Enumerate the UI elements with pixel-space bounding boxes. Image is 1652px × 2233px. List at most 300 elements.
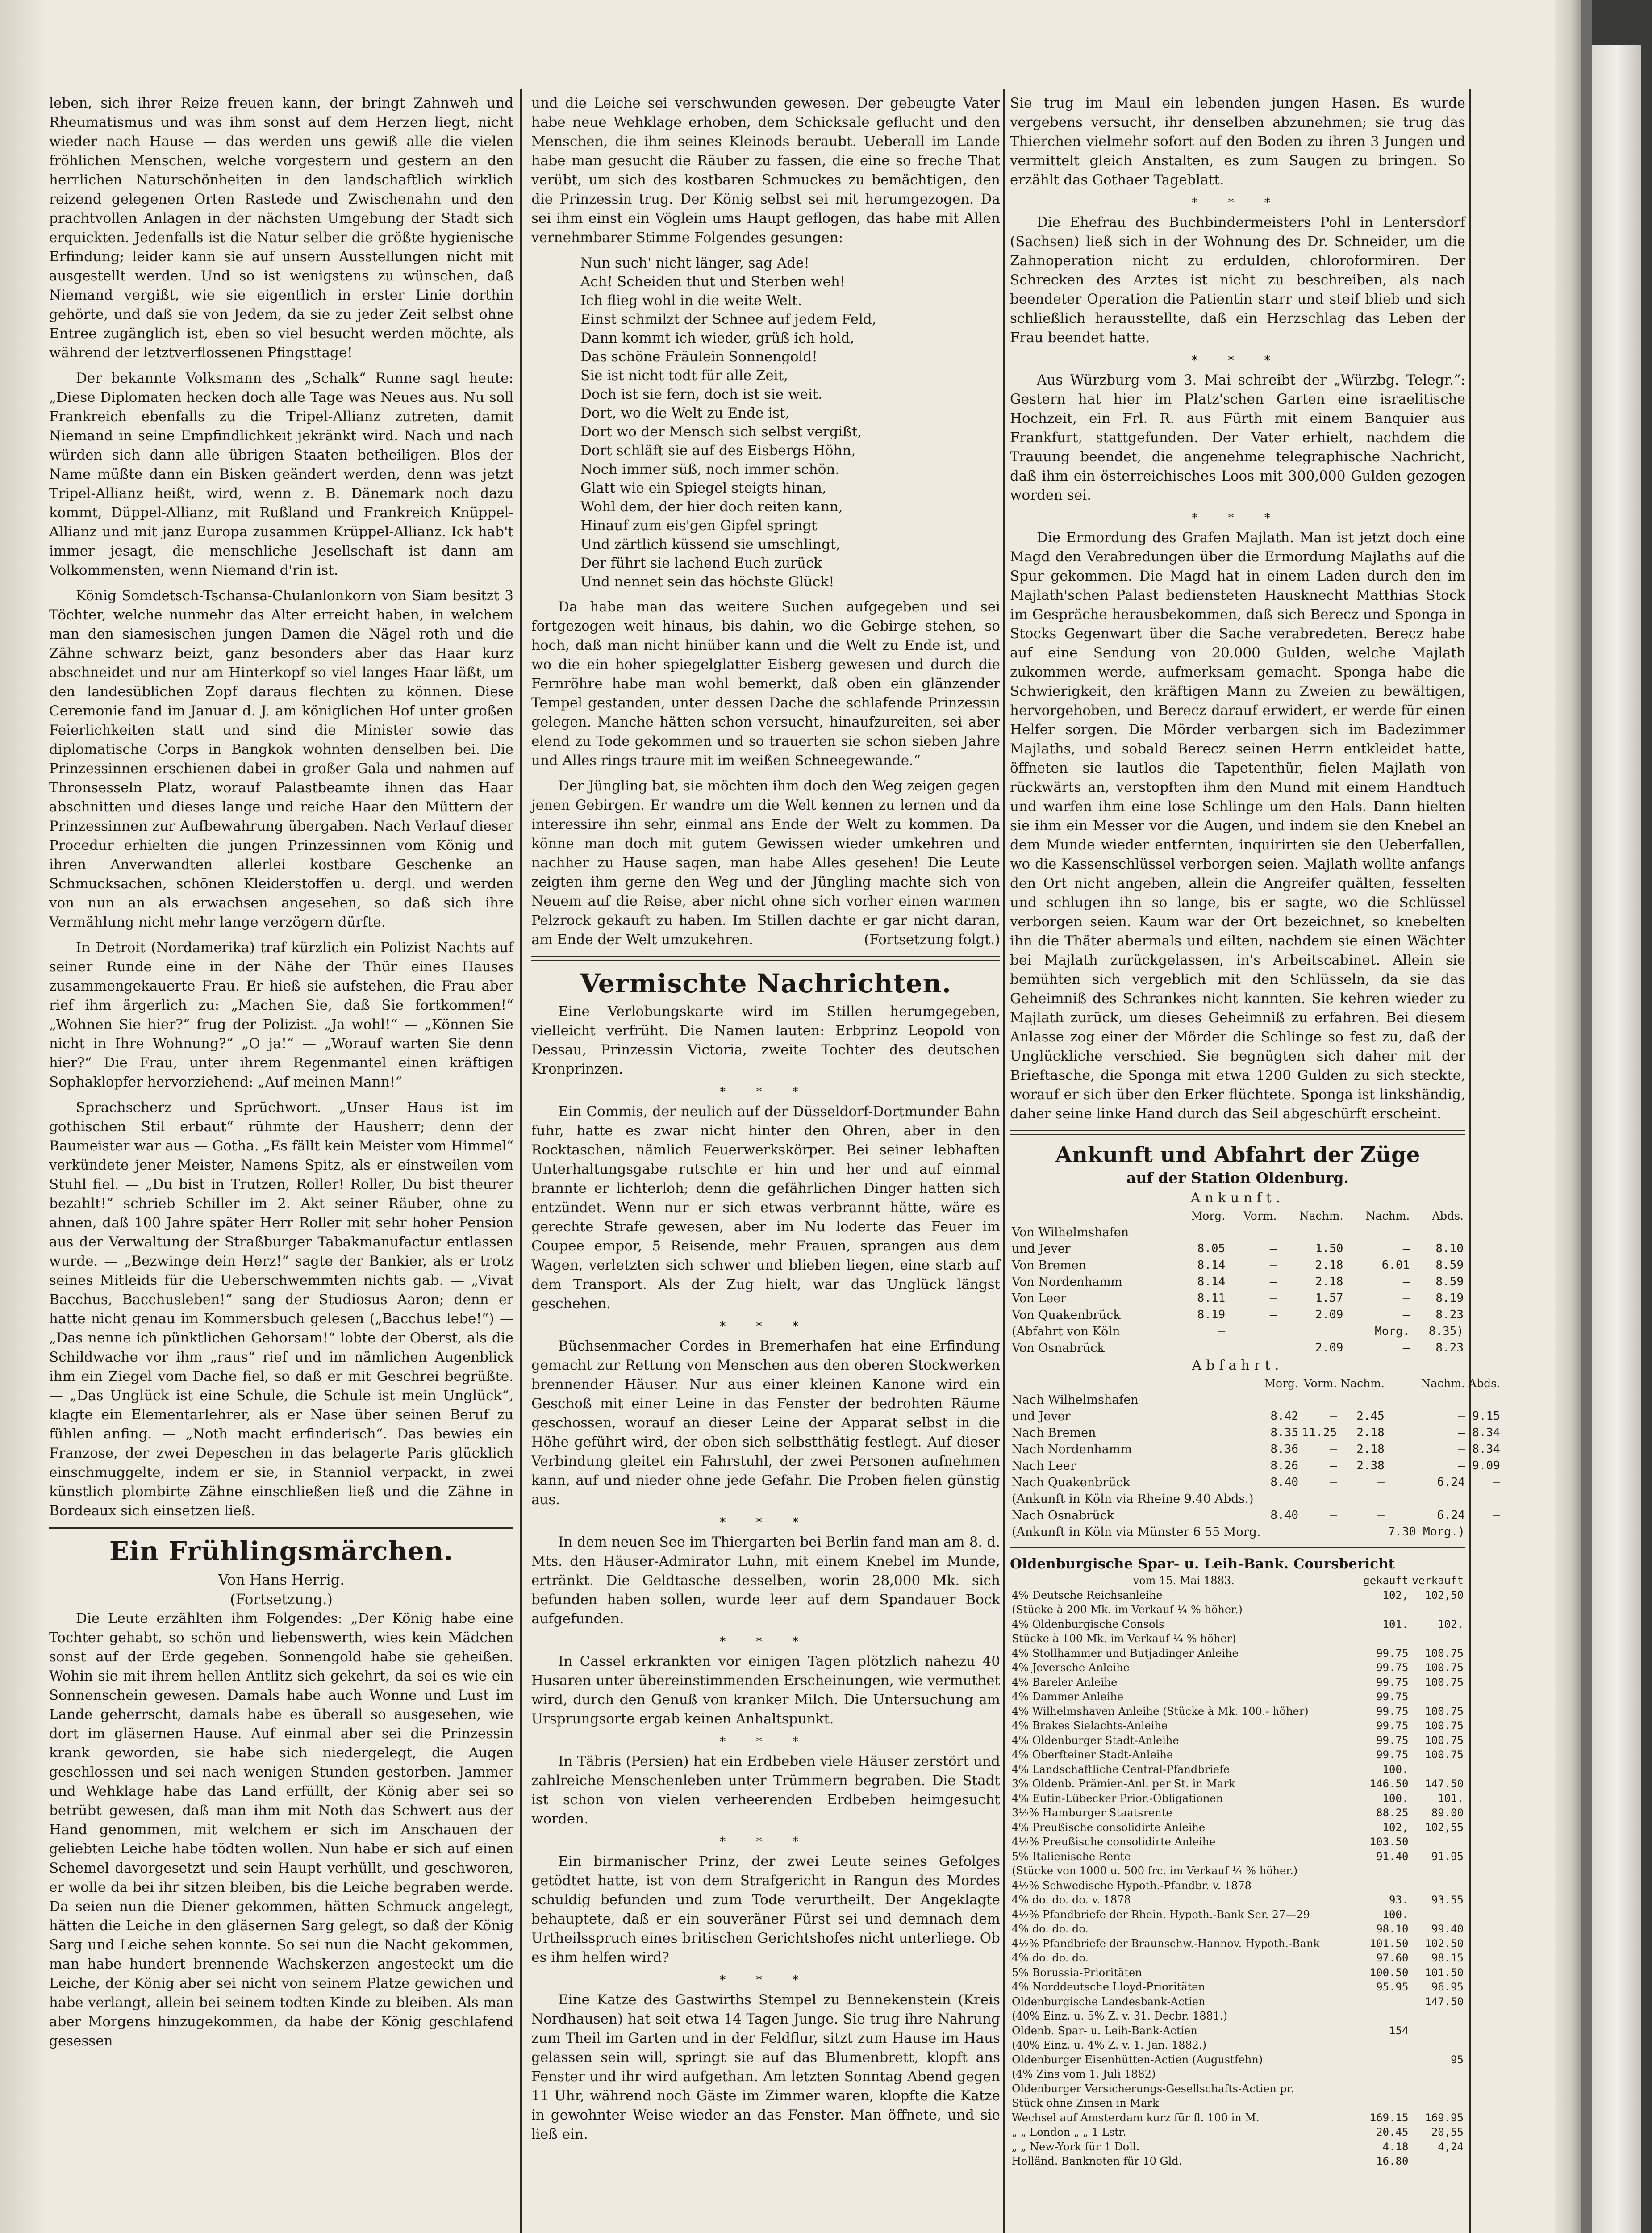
station-label: Nach Nordenhamm (1012, 1443, 1132, 1456)
timetable-row (1010, 1491, 1502, 1507)
sell-price (1410, 1878, 1465, 1893)
time-cell: — (1330, 1443, 1337, 1456)
security-name: 4% Eutin-Lübecker Prior.-Obligationen (1012, 1792, 1223, 1805)
time-cell: — (1377, 1476, 1385, 1489)
time-cell: — (1402, 1292, 1410, 1305)
bank-header-row (1010, 1573, 1465, 1588)
bank-row (1010, 1689, 1465, 1704)
news-item: In Täbris (Persien) hat ein Erdbeben viele Häuser zerstört und zahlreiche Menschenleben unter Trümmern begraben. Die Stadt ist schon von vielen verheerenden Erdbeben heimgesucht worden. (531, 1753, 1000, 1827)
buy-price: 99.75 (1376, 1661, 1409, 1674)
column-header: Morg. (1264, 1377, 1299, 1390)
article-paragraph: Sprachscherz und Sprüchwort. „Unser Haus ist im gothischen Stil erbaut“ rühmte der Hausherr; denn der Baumeister war aus — Gotha. „Es fällt kein Meister vom Himmel“ verkündete jener Meister, Namens Spitz, als er einstweilen vom Stuhl fiel. — „Du bist in Trutzen, Roller! Roller, Du bist theurer bezahlt!“ schrieb Schiller im 2. Akt seiner Räuber, ohne zu ahnen, daß 100 Jahre später Herr Roller mit sehr hoher Pension aus der Verwaltung der Straßburger Tabakmanufactur entlassen wurde. — „Bezwinge dein Herz!“ sagte der Bankier, als er trotz seines Mitleids für die Ueberschwemmten nichts gab. — „Vivat Bacchus, Bacchusleben!“ sang der Studiosus Aaron; denn er hatte nicht genau im Kommersbuch gelesen („Bacchus lebe!“) — „Das nenne ich pünktlichen Gehorsam!“ lobte der Oberst, als die Schildwache vor ihm „raus“ rief und im nämlichen Augenblick ihm ein Ziegel vom Dache fiel, so daß er mit Geschrei begrüßte. — „Das Unglück ist eine Schule, die Schule ist mein Unglück“, klagte ein Elementarlehrer, als er Nase über seinen Beruf zu fühlen anfing. — „Noth macht erfinderisch“. Das bewies ein Franzose, der zwei Depeschen in das belagerte Paris glücklich einschmuggelte, indem er sie, in Stanniol verpackt, in zwei künstlich plombirte Zähne einschließen ließ und die Zähne in Bordeaux sich einsetzen ließ. (49, 1100, 513, 1519)
sell-price (1410, 2154, 1465, 2169)
bank-row (1010, 2009, 1465, 2024)
buy-price: 99.75 (1376, 1748, 1409, 1761)
bank-row (1010, 1820, 1465, 1835)
time-cell: — (1330, 1409, 1337, 1423)
column-header: verkauft (1412, 1574, 1464, 1587)
security-name: 4% Dammer Anleihe (1012, 1690, 1124, 1703)
bank-row (1010, 1617, 1465, 1632)
security-name: Stücke à 100 Mk. im Verkauf ¼ % höher) (1012, 1632, 1236, 1645)
poem-line: Dort schläft sie auf des Eisbergs Höhn, (580, 443, 856, 459)
time-cell: — (1402, 1341, 1410, 1355)
section-divider (1010, 1130, 1465, 1135)
column-rule (520, 89, 522, 2233)
buy-price (1357, 2067, 1410, 2082)
time-cell: 2.09 (1315, 1341, 1343, 1355)
article-paragraph: König Somdetsch-Tschansa-Chulanlonkorn von Siam besitzt 3 Töchter, welche nunmehr das Alter erreicht haben, in welchem man den siamesischen jungen Damen die Nägel roth und die Zähne schwarz beizt, ganz besonders aber das Haar kurz abschneidet und nur am Hinterkopf so viel langes Haar läßt, um den landesüblichen Zopf daraus flechten zu können. Diese Ceremonie fand im Januar d. J. am königlichen Hof unter großen Feierlichkeiten statt und sind die Minister sowie das diplomatische Corps in Bangkok wohnten denselben bei. Die Prinzessinnen erschienen dabei in großer Gala und nahmen auf Thronsesseln Platz, worauf Palastbeamte ihnen das Haar abschnitten und dieses lange und reiche Haar den Müttern der Prinzessinnen zur Aufbewahrung übergaben. Nach Verlauf dieser Procedur erhielten die jungen Prinzessinnen vom König und ihren Anverwandten allerlei kostbare Geschenke an Schmucksachen, schönen Kleiderstoffen u. dergl. und werden von nun an als erwachsen angesehen, so daß sich ihre Vermählung nicht mehr lange verzögern dürfte. (49, 588, 513, 930)
security-name: 4% Deutsche Reichsanleihe (1012, 1589, 1163, 1602)
time-cell (1467, 1392, 1502, 1408)
asterism: * * * (720, 1085, 812, 1099)
column-rule (1469, 89, 1471, 2233)
buy-price: 4.18 (1382, 2140, 1409, 2153)
time-cell: — (1458, 1459, 1465, 1472)
sell-price: 89.00 (1431, 1806, 1464, 1819)
poem-line: Glatt wie ein Spiegel steigts hinan, (580, 480, 826, 496)
sell-price: 101.50 (1425, 1966, 1464, 1979)
security-name: Holländ. Banknoten für 10 Gld. (1012, 2155, 1182, 2167)
bank-row (1010, 1951, 1465, 1965)
sell-price (1410, 2067, 1465, 2082)
time-cell: 6.24 (1437, 1509, 1465, 1522)
timetable-header-row (1010, 1375, 1502, 1392)
section-title: Vermischte Nachrichten. (580, 968, 951, 999)
station-label: Nach Bremen (1012, 1426, 1096, 1440)
time-cell: — (1330, 1459, 1337, 1472)
time-cell: 8.42 (1270, 1409, 1299, 1423)
buy-price (1357, 1995, 1410, 2009)
security-name: 4% Oberfteiner Stadt-Anleihe (1012, 1748, 1173, 1761)
security-name: 4½% Schwedische Hypoth.-Pfandbr. v. 1878 (1012, 1879, 1252, 1892)
time-cell (1386, 1491, 1467, 1507)
buy-price: 98.10 (1376, 1923, 1409, 1935)
time-cell (1467, 1524, 1502, 1540)
bank-row (1010, 1704, 1465, 1719)
asterism: * * * (720, 1735, 812, 1748)
sell-price (1410, 2009, 1465, 2024)
asterism: * * * (720, 1320, 812, 1333)
station-label: Von Quakenbrück (1012, 1308, 1121, 1322)
sell-price (1410, 1762, 1465, 1777)
time-cell (1411, 1224, 1465, 1241)
time-cell: 8.14 (1197, 1259, 1226, 1272)
binding-gutter (0, 0, 47, 2233)
security-name: 4% Stollhammer und Butjadinger Anleihe (1012, 1647, 1239, 1660)
column-header: gekauft (1363, 1574, 1409, 1587)
continuation-note: (Fortsetzung folgt.) (864, 932, 1000, 948)
timetable-row (1010, 1408, 1502, 1425)
time-cell: — (1493, 1509, 1500, 1522)
buy-price (1357, 2096, 1410, 2111)
sell-price: 102. (1438, 1618, 1464, 1631)
poem-line: Dort wo der Mensch sich selbst vergißt, (580, 424, 862, 440)
bank-row (1010, 1675, 1465, 1690)
poem-line: Ach! Scheiden thut und Sterben weh! (580, 274, 846, 290)
bank-row (1010, 1980, 1465, 1995)
timetable-row (1010, 1392, 1502, 1408)
departures-table (1010, 1375, 1502, 1540)
asterism: * * * (1192, 511, 1284, 525)
time-cell: 8.23 (1435, 1341, 1464, 1355)
station-label: Nach Wilhelmshafen (1012, 1393, 1139, 1407)
bank-row (1010, 1864, 1465, 1878)
section-divider (49, 1527, 513, 1529)
buy-price: 99.75 (1376, 1676, 1409, 1689)
buy-price: 102, (1382, 1821, 1409, 1834)
security-name: Oldenburger Eisenhütten-Actien (Augustfehn) (1012, 2053, 1263, 2066)
time-cell: 8.35 (1270, 1426, 1299, 1439)
security-name: 4% Oldenburgische Consols (1012, 1618, 1164, 1631)
time-cell: 2.18 (1356, 1443, 1385, 1456)
bank-report-date: vom 15. Mai 1883. (1133, 1574, 1235, 1587)
sell-price: 4,24 (1438, 2140, 1464, 2153)
buy-price: 146.50 (1369, 1777, 1409, 1790)
bank-row (1010, 1748, 1465, 1762)
buy-price: 99.75 (1376, 1719, 1409, 1732)
poem-line: Das schöne Fräulein Sonnengold! (580, 349, 818, 365)
time-cell: Morg. (1375, 1325, 1410, 1338)
buy-price: 99.75 (1376, 1690, 1409, 1703)
time-cell (1467, 1491, 1502, 1507)
buy-price: 169.15 (1369, 2111, 1409, 2124)
security-name: 4% Jeversche Anleihe (1012, 1661, 1130, 1674)
poem-line: Sie ist nicht todt für alle Zeit, (580, 368, 788, 384)
section-divider (1010, 1547, 1465, 1548)
bank-row (1010, 1646, 1465, 1661)
poem-line: Ich flieg wohl in die weite Welt. (580, 293, 802, 309)
sell-price: 100.75 (1425, 1719, 1464, 1732)
security-name: Wechsel auf Amsterdam kurz für fl. 100 in M. (1012, 2111, 1260, 2124)
bank-row (1010, 1762, 1465, 1777)
sell-price: 96.95 (1431, 1981, 1464, 1993)
time-cell: 11.25 (1302, 1426, 1337, 1439)
buy-price: 20.45 (1376, 2126, 1409, 2138)
security-name: (40% Einz. u. 5% Z. v. 31. Decbr. 1881.) (1012, 2010, 1227, 2022)
buy-price: 91.40 (1376, 1850, 1409, 1863)
security-name: Oldenburger Versicherungs-Gesellschafts-Actien pr. (1012, 2082, 1294, 2095)
column-header: Nachm. (1421, 1377, 1465, 1390)
station-label: Nach Osnabrück (1012, 1509, 1114, 1522)
buy-price: 88.25 (1376, 1806, 1409, 1819)
station-label: Von Leer (1012, 1292, 1067, 1305)
security-name: 3½% Hamburger Staatsrente (1012, 1806, 1172, 1819)
article-text: Der Jüngling bat, sie möchten ihm doch den Weg zeigen gegen jenen Gebirgen. Er wandre um die Welt kennen zu lernen und da interessire ihn sehr, einmal ans Ende der Welt zu kommen. Da könne man doch mit gutem Gewissen wieder umkehren und nachher zu Hause sagen, man habe Alles gesehen! Die Leute zeigten ihm gerne den Weg und der Jüngling machte sich von Neuem auf die Reise, aber nicht ohne sich vorher einen warmen Pelzrock gekauft zu haben. Im Stillen dachte er gar nicht daran, am Ende der Welt umzukehren. (531, 778, 1000, 948)
time-cell: 8.19 (1435, 1292, 1464, 1305)
column-header: Nachm. (1299, 1209, 1343, 1222)
poem-line: Der führt sie lachend Euch zurück (580, 555, 822, 571)
security-name: (4% Zins vom 1. Juli 1882) (1012, 2068, 1156, 2080)
time-cell: — (1269, 1308, 1277, 1321)
section-divider (531, 956, 1000, 961)
time-cell: 8.05 (1197, 1242, 1226, 1255)
article-paragraph (531, 777, 1000, 949)
station-label: Nach Leer (1012, 1459, 1076, 1473)
column-header: Nachm. (1365, 1209, 1410, 1222)
poem-line: Dann kommt ich wieder, grüß ich hold, (580, 330, 855, 346)
sell-price: 98.15 (1431, 1952, 1464, 1964)
news-item: Büchsenmacher Cordes in Bremerhafen hat eine Erfindung gemacht zur Rettung von Menschen aus den oberen Stockwerken brennender Häuser. Nur aus einer kleinen Kanone wird ein Geschoß mit einer Leine in das Fenster der bedrohten Räume geschossen, worauf an dieser Leine der Apparat selbst in die Höhe geführt wird, der oben sich selbstthätig festlegt. Auf dieser Verbindung gleitet ein Fahrstuhl, der zwei Personen aufnehmen kann, auf und nieder ohne jede Gefahr. Die Proben fielen günstig aus. (531, 1338, 1000, 1508)
time-cell: — (1218, 1325, 1226, 1338)
timetable-row (1010, 1507, 1502, 1524)
header-spacer (1010, 1375, 1262, 1392)
bank-row (1010, 1922, 1465, 1936)
security-name: 4% do. do. do. (1012, 1923, 1089, 1935)
time-cell: 6.24 (1437, 1476, 1465, 1489)
time-cell (1278, 1323, 1345, 1340)
bank-row (1010, 2053, 1465, 2067)
buy-price: 99.75 (1376, 1705, 1409, 1718)
bank-row (1010, 2067, 1465, 2082)
bank-report-title: Oldenburgische Spar- u. Leih-Bank. Coursbericht (1010, 1556, 1395, 1572)
bank-row (1010, 1602, 1465, 1617)
time-cell: — (1458, 1409, 1465, 1423)
bank-row (1010, 2082, 1465, 2096)
timetable-row (1010, 1257, 1465, 1274)
security-name: (Stücke von 1000 u. 500 frc. im Verkauf ¼ % höher.) (1012, 1865, 1298, 1877)
buy-price: 100. (1382, 1763, 1409, 1776)
buy-price (1357, 2009, 1410, 2024)
time-cell (1339, 1491, 1386, 1507)
buy-price: 103.50 (1369, 1836, 1409, 1848)
timetable-row (1010, 1474, 1502, 1491)
time-cell: 8.34 (1472, 1443, 1500, 1456)
article-paragraph: In Detroit (Nordamerika) traf kürzlich ein Polizist Nachts auf seiner Runde eine in der Nähe der Thür eines Hauses zusammengekauerte Frau. Er hieß sie aufstehen, die Frau aber rief ihm ärgerlich zu: „Machen Sie, daß Sie fortkommen!“ „Wohnen Sie hier?“ frug der Polizist. „Ja wohl!“ — „Können Sie nicht in Ihre Wohnung?“ „O ja!“ — „Worauf warten Sie denn hier?“ Die Frau, unter ihrem Regenmantel einen kräftigen Sophaklopfer hervorziehend: „Auf meinen Mann!“ (49, 940, 513, 1090)
station-label: (Abfahrt von Köln (1012, 1325, 1120, 1338)
article-paragraph: leben, sich ihrer Reize freuen kann, der bringt Zahnweh und Rheumatismus und was ihm sonst auf dem Herzen liegt, nicht wieder nach Hause — das werden uns gewiß alle die vielen fröhlichen Menschen, welche vorgestern und gestern an den herrlichen Naturschönheiten in den landschaftlich wirklich reizend gelegenen Orten Rastede und Zwischenahn und den prachtvollen Anlagen in der nächsten Umgebung der Stadt sich erquickten. Jedenfalls ist die Natur selber die größte hygienische Erfindung; leider kann sie auf unsern Ausstellungen nicht mit ausgestellt werden. Und so ist wenigstens zu wünschen, daß Niemand vergißt, wie sie eigentlich in erster Linie dorthin gehörte, und daß sie von Jedem, da sie zu jeder Zeit selbst ohne Entree zugänglich ist, eben so viel besucht werden möchte, als während der letztverflossenen Pfingsttage! (49, 95, 513, 361)
sell-price (1410, 1864, 1465, 1878)
bank-row (1010, 1835, 1465, 1849)
time-cell: 2.18 (1315, 1259, 1343, 1272)
station-label: Von Bremen (1012, 1259, 1086, 1272)
story-author: Von Hans Herrig. (218, 1571, 345, 1588)
time-cell: — (1458, 1443, 1465, 1456)
time-cell: 8.10 (1435, 1242, 1464, 1255)
buy-price (1357, 1864, 1410, 1878)
time-cell: 8.40 (1270, 1509, 1299, 1522)
security-name: 4% Bareler Anleihe (1012, 1676, 1118, 1689)
timetable-row (1010, 1290, 1465, 1307)
poem-line: Nun such' nicht länger, sag Ade! (580, 255, 809, 271)
time-cell (1262, 1524, 1300, 1540)
time-cell: 8.35) (1428, 1325, 1464, 1338)
news-item: Ein Commis, der neulich auf der Düsseldorf-Dortmunder Bahn fuhr, hatte es zwar nicht hinter den Ohren, aber in den Rocktaschen, nämlich Feuerwerkskörper. Bei seiner lebhaften Unterhaltungsgabe rutschte er hin und her und auf einmal brannte er lichterloh; denn die gefährlichen Dinger hatten sich entzündet. Wenn nur er sich etwas verbrannt hätte, wäre es gerechte Strafe gewesen, aber im Nu loderte das Feuer im Coupee empor, 5 Reisende, mehr Frauen, sprangen aus dem Wagen, verletzten sich schwer und blieben liegen, eine starb auf dem Transport. Als der Zug hielt, war das Unglück längst geschehen. (531, 1104, 1000, 1312)
buy-price (1357, 1602, 1410, 1617)
sell-price: 147.50 (1425, 1777, 1464, 1790)
bank-row (1010, 1733, 1465, 1748)
buy-price (1357, 2053, 1410, 2067)
column-header: Morg. (1191, 1209, 1226, 1222)
time-cell: 8.19 (1197, 1308, 1226, 1321)
sell-price (1410, 1835, 1465, 1849)
article-paragraph: Da habe man das weitere Suchen aufgegeben und sei fortgezogen weit hinaus, bis dahin, wo die Gebirge stehen, so hoch, daß man nicht hinüber kann und die Welt zu Ende ist, und wo die ein hoher spiegelglatter Eisberg gewesen und durch die Fernröhre habe man wohl bemerkt, daß oben ein glänzender Tempel gestanden, unter dessen Dache die schlafende Prinzessin gelegen. Manche hätten schon versucht, hinaufzureiten, sei aber elend zu Tode gekommen und so trauerten sie schon sieben Jahre und Alles rings traure mit im weißen Schneegewande.“ (531, 599, 1000, 769)
time-cell: 8.36 (1270, 1443, 1299, 1456)
news-item: Ein birmanischer Prinz, der zwei Leute seines Gefolges getödtet hatte, ist von dem Strafgericht in Rangun des Mordes schuldig befunden und zum Tode verurtheilt. Der Angeklagte behauptete, daß er ein souveräner Fürst sei und demnach dem Urtheilsspruch eines britischen Gerichtshofes nicht unterliege. Ob es ihm helfen wird? (531, 1853, 1001, 1965)
station-label: (Ankunft in Köln via Rheine 9.40 Abds.) (1012, 1492, 1254, 1506)
security-name: (Stücke à 200 Mk. im Verkauf ¼ % höher.) (1012, 1603, 1243, 1616)
arrivals-heading: Ankunft. (1190, 1190, 1285, 1206)
page-gap (1581, 0, 1592, 2233)
sell-price: 147.50 (1425, 1995, 1464, 2008)
timetable-row (1010, 1340, 1465, 1356)
timetable-row (1010, 1441, 1502, 1458)
bank-row (1010, 2024, 1465, 2038)
security-name: Stück ohne Zinsen in Mark (1012, 2097, 1159, 2109)
station-label: Von Wilhelmshafen (1012, 1225, 1129, 1239)
security-name: Oldenburgische Landesbank-Actien (1012, 1995, 1206, 2008)
time-cell: 9.09 (1472, 1459, 1500, 1472)
underlying-pages (1592, 45, 1641, 2233)
poem-line: Und nennet sein das höchste Glück! (580, 574, 834, 590)
time-cell (1345, 1224, 1411, 1241)
security-name: 4% do. do. do. (1012, 1952, 1089, 1964)
security-name: „ „ London „ „ 1 Lstr. (1012, 2126, 1126, 2138)
news-item: Die Ehefrau des Buchbindermeisters Pohl in Lentersdorf (Sachsen) ließ sich in der Wohnung des Dr. Schneider, um die Zahnoperation nicht zu erdulden, chloroformiren. Der Schrecken des Arztes ist nicht zu beschreiben, als nach beendeter Operation die Patientin starr und steif blieb und sich schließlich herausstellte, daß ein Herzschlag das Leben der Frau beendet hatte. (1010, 214, 1465, 346)
arrivals-table (1010, 1208, 1465, 1356)
time-cell: 8.23 (1435, 1308, 1464, 1321)
buy-price: 101.50 (1369, 1937, 1409, 1950)
time-cell (1339, 1392, 1386, 1408)
timetable-row (1010, 1323, 1465, 1340)
bank-row (1010, 2096, 1465, 2111)
time-cell: 8.59 (1435, 1259, 1464, 1272)
security-name: 4% Brakes Sielachts-Anleihe (1012, 1719, 1168, 1732)
time-cell: 8.59 (1435, 1275, 1464, 1288)
time-cell: 8.34 (1472, 1426, 1500, 1439)
poem-line: Dort, wo die Welt zu Ende ist, (580, 405, 790, 421)
column-rule (1003, 89, 1005, 2233)
timetable-row (1010, 1307, 1465, 1323)
station-label: Nach Quakenbrück (1012, 1476, 1131, 1489)
time-cell: — (1330, 1476, 1337, 1489)
buy-price (1357, 2038, 1410, 2053)
time-cell: — (1269, 1242, 1277, 1255)
bank-row (1010, 1849, 1465, 1864)
buy-price: 101. (1382, 1618, 1409, 1631)
sell-price (1410, 1907, 1465, 1922)
sell-price: 91.95 (1431, 1850, 1464, 1863)
time-cell (1262, 1392, 1300, 1408)
time-cell (1300, 1524, 1339, 1540)
sell-price: 100.75 (1425, 1661, 1464, 1674)
bank-row (1010, 2125, 1465, 2140)
timetable-header-row (1010, 1208, 1465, 1224)
article-paragraph: Die Leute erzählten ihm Folgendes: „Der König habe eine Tochter gehabt, so schön und liebenswerth, wies kein Mädchen sonst auf der Erde gegeben. Sonnengold habe sie geheißen. Wohin sie mit ihrem hellen Antlitz sich gekehrt, da sei es wie ein Sonnenschein gewesen. Damals habe auch Wonne und Lust im Lande geherrscht, damals habe es überall so ausgesehen, wie dort im gläsernen Hause. Auf einmal aber sei die Prinzessin krank geworden, sie habe sich niedergelegt, die Augen geschlossen und sei nach wenigen Stunden gestorben. Jammer und Wehklage habe das Land erfüllt, der König aber sei so betrübt gewesen, daß man ihm mit Noth das Schwert aus der Hand genommen, mit welchem er sich im Anschauen der geliebten Leiche habe tödten wollen. Nun habe er sich auf einen Schemel davorgesetzt und sein Haupt verhüllt, und geschworen, er wolle da bei ihr sitzen bleiben, bis die Leiche begraben werde. Da seien nun die Diener gekommen, hätten Schmuck angelegt, hätten die Leiche in den gläsernen Sarg gelegt, so daß der König Sarg und Leiche sehen konnte. So sei nun die Nacht gekommen, man habe hundert brennende Wachskerzen angesteckt um die Leiche, der König aber sei nicht von seinem Platze gewichen und habe verlangt, allein bei seinem todten Kinde zu bleiben. Als man aber Morgens hinzugekommen, da habe der König geschlafend gesessen (49, 1610, 513, 2049)
sell-price: 100.75 (1425, 1676, 1464, 1689)
security-name: 4% Norddeutsche Lloyd-Prioritäten (1012, 1981, 1205, 1993)
security-name: 4½% Pfandbriefe der Braunschw.-Hannov. Hypoth.-Bank (1012, 1937, 1320, 1950)
security-name: 5% Italienische Rente (1012, 1850, 1131, 1863)
station-label: (Ankunft in Köln via Münster 6 55 Morg. (1012, 1525, 1261, 1539)
sell-price: 93.55 (1431, 1894, 1464, 1906)
sell-price: 100.75 (1425, 1734, 1464, 1747)
asterism: * * * (720, 1516, 812, 1529)
sell-price (1410, 2096, 1465, 2111)
timetable-row (1010, 1425, 1502, 1441)
security-name: Oldenb. Spar- u. Leih-Bank-Actien (1012, 2024, 1197, 2037)
buy-price: 100.50 (1369, 1966, 1409, 1979)
sell-price: 20,55 (1431, 2126, 1464, 2138)
time-cell (1300, 1392, 1339, 1408)
bank-row (1010, 2140, 1465, 2154)
time-cell: 9.15 (1472, 1409, 1500, 1423)
time-cell (1227, 1340, 1278, 1356)
bank-row (1010, 2038, 1465, 2053)
security-name: 4½% Pfandbriefe der Rhein. Hypoth.-Bank Ser. 27—29 (1012, 1908, 1310, 1921)
buy-price: 97.60 (1376, 1952, 1409, 1964)
station-label: Von Nordenhamm (1012, 1275, 1122, 1289)
buy-price: 93. (1389, 1894, 1409, 1906)
article-paragraph: Der bekannte Volksmann des „Schalk“ Runne sagt heute: „Diese Diplomaten hecken doch alle Tage was Neues aus. Nu soll Frankreich ebenfalls zu die Tripel-Allianz zutreten, damit Niemand in seine Empfindlichkeit jekränkt wird. Nach und nach würden sich dann alle übrigen Staaten betheiligen. Blos der Name müßte dann ein Bisken geändert werden, denn was jetzt Tripel-Allianz heißt, wird, wenn z. B. Dänemark noch dazu kommt, Düppel-Allianz, mit Rußland und Frankreich Knüppel-Allianz und mit janz Europa zusammen Krüppel-Allianz. Ick hab't immer jesagt, die menschliche Jesellschaft ist dann am Volkommensten, wenn Niemand d'rin ist. (49, 370, 513, 578)
bank-row (1010, 1806, 1465, 1820)
time-cell (1339, 1524, 1386, 1540)
buy-price: 100. (1382, 1908, 1409, 1921)
time-cell (1386, 1392, 1467, 1408)
bank-row (1010, 1936, 1465, 1951)
time-cell: 8.14 (1197, 1275, 1226, 1288)
time-cell: — (1330, 1509, 1337, 1522)
sell-price: 102.50 (1425, 1937, 1464, 1950)
story-continuation: (Fortsetzung.) (230, 1591, 333, 1608)
sell-price: 102,55 (1425, 1821, 1464, 1834)
buy-price (1357, 2082, 1410, 2096)
news-item: Sie trug im Maul ein lebenden jungen Hasen. Es wurde vergebens versucht, ihr denselben abzunehmen; sie trug das Thierchen vielmehr sofort auf den Boden zu ihren 3 Jungen und vermittelt gleich Anstalten, es zum Saugen zu bringen. So erzählt das Gothaer Tageblatt. (1010, 95, 1465, 188)
column-1 (49, 94, 513, 2233)
column-header: Abds. (1468, 1377, 1500, 1390)
timetable-row (1010, 1241, 1465, 1257)
bank-row (1010, 1965, 1465, 1980)
column-header: Vorm. (1243, 1209, 1277, 1222)
bank-row (1010, 2111, 1465, 2125)
security-name: 4% Preußische consolidirte Anleihe (1012, 1821, 1206, 1834)
news-item: Eine Katze des Gastwirths Stempel zu Bennekenstein (Kreis Nordhausen) hat seit etwa 14 Tagen Junge. Sie trug ihre Nahrung zum Theil im Garten und in der Feldflur, sitzt zum Hause im Haus gelassen sein will, springt sie auf das Blumenbrett, klopft ans Fenster und ihr wird aufgethan. Am letzten Sonntag Abend gegen 11 Uhr, während noch Gäste im Zimmer waren, klopfte die Katze in gewohnter Weise wieder an das Fenster. Man öffnete, und sie ließ ein. (531, 1992, 1000, 2142)
bank-row (1010, 1907, 1465, 1922)
time-cell (1227, 1224, 1278, 1241)
sell-price (1410, 2024, 1465, 2038)
security-name: 4% Oldenburger Stadt-Anleihe (1012, 1734, 1179, 1747)
sell-price: 100.75 (1425, 1705, 1464, 1718)
time-cell: — (1402, 1275, 1410, 1288)
time-cell (1227, 1323, 1278, 1340)
time-cell: 7.30 Morg.) (1388, 1525, 1465, 1539)
sell-price: 100.75 (1425, 1647, 1464, 1660)
column-header: Vorm. (1303, 1377, 1337, 1390)
timetable-row (1010, 1224, 1465, 1241)
station-label: und Jever (1012, 1409, 1071, 1423)
timetable-row (1010, 1458, 1502, 1474)
time-cell: 8.26 (1270, 1459, 1299, 1472)
time-cell: — (1269, 1275, 1277, 1288)
time-cell: 2.09 (1315, 1308, 1343, 1321)
time-cell: 8.11 (1197, 1292, 1226, 1305)
time-cell: — (1402, 1242, 1410, 1255)
time-cell: — (1458, 1426, 1465, 1439)
sell-price: 100.75 (1425, 1748, 1464, 1761)
bank-row (1010, 1588, 1465, 1603)
buy-price (1357, 1878, 1410, 1893)
departures-heading: Abfahrt. (1192, 1358, 1284, 1373)
time-cell (1262, 1491, 1300, 1507)
sell-price: 99.40 (1431, 1923, 1464, 1935)
time-cell: 2.18 (1356, 1426, 1385, 1439)
time-cell: 8.40 (1270, 1476, 1299, 1489)
news-item: Aus Würzburg vom 3. Mai schreibt der „Würzbg. Telegr.“: Gestern hat hier im Platz'schen Garten eine israelitische Hochzeit, ein Frl. R. aus Fürth mit einem Banquier aus Frankfurt, stattgefunden. Der Vater erhielt, nachdem die Trauung beendet, die angenehme telegraphische Nachricht, daß ihm ein österreichisches Loos mit 300,000 Gulden gezogen worden sei. (1010, 372, 1465, 503)
security-name: (40% Einz. u. 4% Z. v. 1. Jan. 1882.) (1012, 2039, 1207, 2051)
time-cell: 1.50 (1315, 1242, 1343, 1255)
bank-row (1010, 1719, 1465, 1733)
timetable-subtitle: auf der Station Oldenburg. (1126, 1169, 1349, 1187)
header-spacer (1010, 1208, 1174, 1224)
